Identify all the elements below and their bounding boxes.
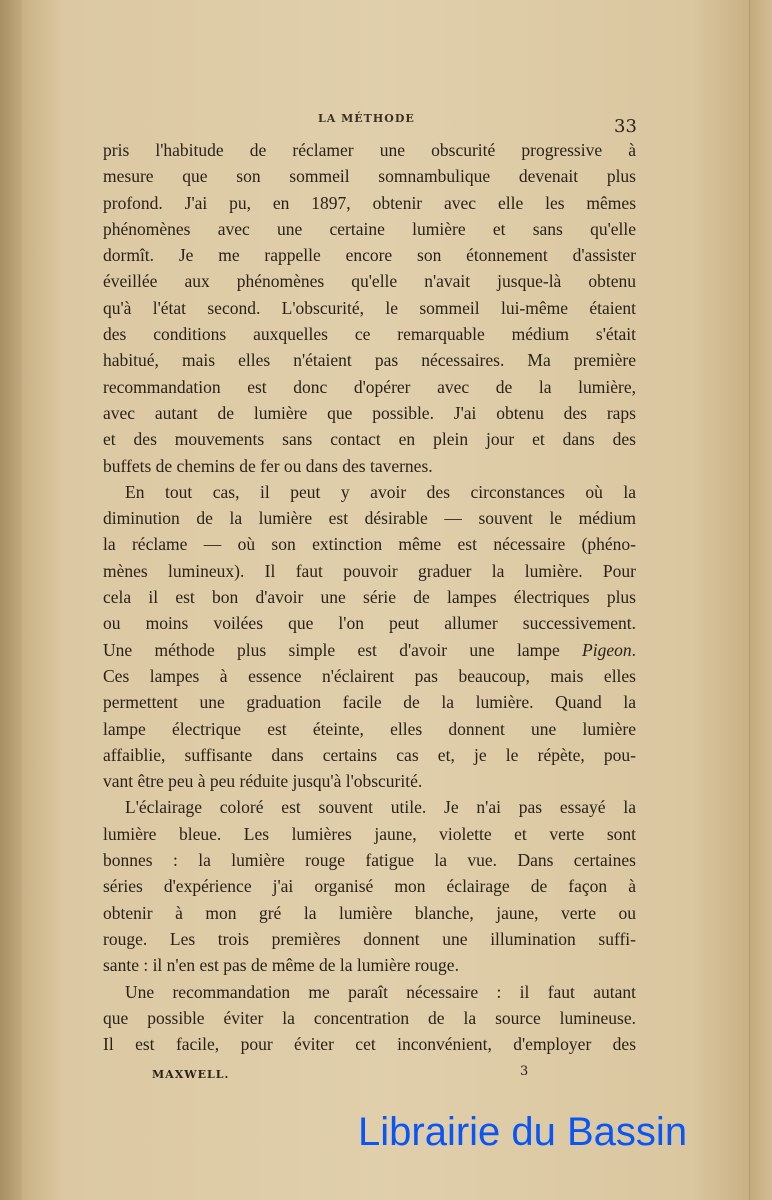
text-line: lampe électrique est éteinte, elles donnent une lumière: [103, 718, 636, 739]
text-line: Ces lampes à essence n'éclairent pas beaucoup, mais elles: [103, 665, 636, 686]
running-title: LA MÉTHODE: [318, 112, 415, 125]
watermark: Librairie du Bassin: [358, 1110, 688, 1154]
text-line: éveillée aux phénomènes qu'elle n'avait jusque-là obtenu: [103, 271, 636, 292]
text-line: lumière bleue. Les lumières jaune, violette et verte sont: [103, 823, 636, 844]
text-line: cela il est bon d'avoir une série de lampes électriques plus: [103, 587, 636, 608]
text-line: des conditions auxquelles ce remarquable médium s'était: [103, 324, 636, 345]
footer-author: MAXWELL.: [152, 1068, 230, 1081]
text-line: sante : il n'en est pas de même de la lumière rouge.: [103, 955, 459, 976]
text-line: En tout cas, il peut y avoir des circonstances où la: [125, 481, 636, 502]
text-line: Une recommandation me paraît nécessaire : il faut autant: [125, 981, 636, 1002]
text-line: avec autant de lumière que possible. J'ai obtenu des raps: [103, 402, 636, 423]
text-line: ou moins voilées que l'on peut allumer successivement.: [103, 613, 636, 634]
page-number: 33: [614, 116, 637, 137]
text-line: permettent une graduation facile de la lumière. Quand la: [103, 692, 636, 713]
text-line: recommandation est donc d'opérer avec de la lumière,: [103, 376, 636, 397]
page-edge-right: [749, 0, 772, 1200]
text-line: dormît. Je me rappelle encore son étonnement d'assister: [103, 245, 636, 266]
text-line: Une méthode plus simple est d'avoir une lampe Pigeon.: [103, 639, 636, 660]
text-line: que possible éviter la concentration de la source lumineuse.: [103, 1007, 636, 1028]
previous-page-edge: [0, 0, 22, 1200]
body-text: [103, 137, 636, 1057]
text-line: profond. J'ai pu, en 1897, obtenir avec elle les mêmes: [103, 192, 636, 213]
text-line: et des mouvements sans contact en plein jour et dans des: [103, 429, 636, 450]
text-line: habitué, mais elles n'étaient pas nécessaires. Ma première: [103, 350, 636, 371]
text-line: buffets de chemins de fer ou dans des tavernes.: [103, 455, 433, 476]
text-line: séries d'expérience j'ai organisé mon éclairage de façon à: [103, 876, 636, 897]
text-line: mènes lumineux). Il faut pouvoir graduer la lumière. Pour: [103, 560, 636, 581]
text-line: obtenir à mon gré la lumière blanche, jaune, verte ou: [103, 902, 636, 923]
text-line: Il est facile, pour éviter cet inconvénient, d'employer des: [103, 1034, 636, 1055]
text-line: la réclame — où son extinction même est nécessaire (phéno-: [103, 534, 636, 555]
text-line: rouge. Les trois premières donnent une illumination suffi-: [103, 928, 636, 949]
signature-mark: 3: [520, 1064, 529, 1079]
text-line: pris l'habitude de réclamer une obscurité progressive à: [103, 140, 636, 160]
text-line: affaiblie, suffisante dans certains cas et, je le répète, pou-: [103, 744, 636, 765]
text-line: phénomènes avec une certaine lumière et sans qu'elle: [103, 218, 636, 239]
text-line: mesure que son sommeil somnambulique devenait plus: [103, 166, 636, 187]
text-line: bonnes : la lumière rouge fatigue la vue. Dans certaines: [103, 850, 636, 871]
text-line: diminution de la lumière est désirable — souvent le médium: [103, 508, 636, 529]
text-line: vant être peu à peu réduite jusqu'à l'obscurité.: [103, 771, 423, 792]
text-line: qu'à l'état second. L'obscurité, le sommeil lui-même étaient: [103, 297, 636, 318]
text-line: L'éclairage coloré est souvent utile. Je n'ai pas essayé la: [125, 797, 636, 818]
